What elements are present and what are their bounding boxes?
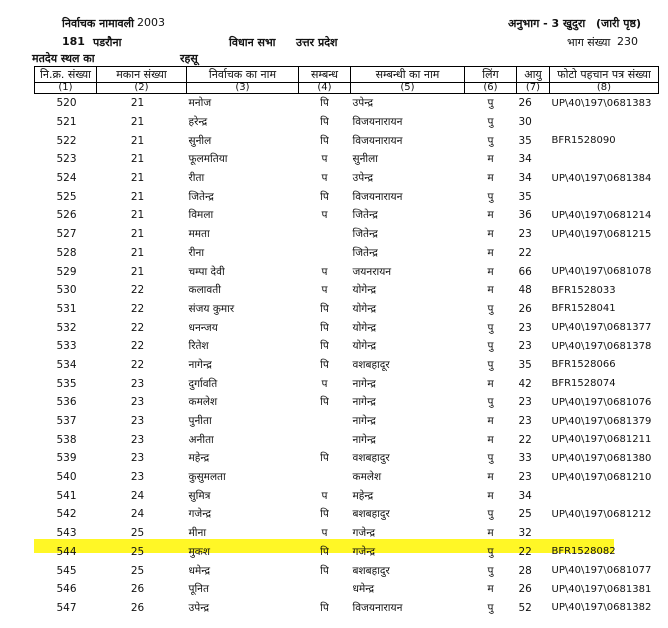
col-name-header: निर्वाचक का नाम	[187, 67, 299, 83]
epic-number-cell: UP\40\197\0681212	[551, 508, 652, 520]
voter-name-cell: गजेन्द्र	[188, 508, 212, 521]
serial-cell: 536	[56, 396, 77, 409]
age-cell: 22	[518, 246, 532, 259]
age-cell: 25	[518, 508, 532, 521]
serial-cell: 529	[56, 265, 77, 278]
table-row	[35, 468, 659, 487]
col-index: (3)	[187, 83, 299, 94]
age-cell: 30	[518, 116, 532, 129]
epic-number-cell: BFR1528090	[551, 135, 616, 147]
age-cell: 26	[518, 302, 532, 315]
voter-name-cell: रीना	[188, 246, 205, 259]
voter-name-cell: जितेन्द्र	[188, 190, 214, 203]
sex-cell: म	[487, 471, 494, 484]
table-row	[35, 225, 659, 244]
relation-cell	[299, 412, 351, 431]
col-relation-header: सम्बन्ध	[299, 67, 351, 83]
relative-name-cell: बशबहादुर	[352, 508, 390, 521]
col-relative-header: सम्बन्धी का नाम	[351, 67, 465, 83]
voter-name-cell: मुकश	[188, 545, 210, 558]
house-number-cell: 23	[130, 471, 145, 484]
relation-cell: पि	[320, 358, 329, 371]
house-number-cell: 21	[130, 265, 145, 278]
table-row	[35, 113, 659, 132]
relation-cell	[299, 580, 351, 599]
voter-name-cell: विमला	[188, 209, 214, 222]
sex-cell: म	[487, 583, 494, 596]
serial-cell: 546	[56, 583, 77, 596]
epic-number-cell: UP\40\197\0681380	[551, 452, 652, 464]
table-row	[35, 449, 659, 468]
relative-name-cell: नागेन्द्र	[352, 415, 376, 428]
section-label: अनुभाग - 3 खुदुरा	[508, 17, 586, 30]
table-row	[35, 561, 659, 580]
house-number-cell: 21	[130, 97, 145, 110]
table-row	[35, 318, 659, 337]
relative-name-cell: धमेन्द्र	[352, 583, 375, 596]
serial-cell: 543	[56, 527, 77, 540]
age-cell: 26	[518, 583, 532, 596]
epic-number-cell: UP\40\197\0681078	[551, 266, 652, 278]
voter-name-cell: सुनील	[188, 134, 212, 147]
epic-number-cell	[550, 187, 659, 206]
voter-name-cell: ममता	[188, 228, 210, 241]
sex-cell: म	[487, 284, 494, 297]
table-row	[35, 169, 659, 188]
relation-cell: पि	[320, 564, 329, 577]
epic-number-cell: UP\40\197\0681215	[551, 228, 652, 240]
col-index: (1)	[35, 83, 97, 94]
table-row	[35, 486, 659, 505]
state-name: उत्तर प्रदेश	[296, 36, 338, 49]
relative-name-cell: योगेन्द्र	[352, 321, 377, 334]
epic-number-cell: BFR1528041	[551, 303, 616, 315]
sex-cell: म	[487, 246, 494, 259]
epic-number-cell: BFR1528074	[551, 378, 616, 390]
age-cell: 23	[518, 396, 532, 409]
table-row	[35, 94, 659, 113]
epic-number-cell: UP\40\197\0681384	[551, 172, 652, 184]
col-index: (4)	[299, 83, 351, 94]
house-number-cell: 24	[130, 489, 145, 502]
house-number-cell: 24	[130, 508, 145, 521]
table-row	[35, 374, 659, 393]
epic-number-cell: BFR1528033	[551, 284, 616, 296]
house-number-cell: 23	[130, 377, 145, 390]
relation-cell: प	[321, 489, 328, 502]
relation-cell: पि	[320, 302, 329, 315]
house-number-cell: 21	[130, 228, 145, 241]
relative-name-cell: विजयनारायन	[352, 116, 403, 129]
relative-name-cell: सुनीला	[352, 153, 378, 166]
age-cell: 23	[518, 228, 532, 241]
sex-cell: पु	[487, 134, 494, 147]
relation-cell: प	[321, 209, 328, 222]
table-row	[35, 580, 659, 599]
age-cell: 23	[518, 415, 532, 428]
house-number-cell: 23	[130, 452, 145, 465]
sex-cell: म	[487, 228, 494, 241]
serial-cell: 540	[56, 471, 77, 484]
house-number-cell: 25	[130, 527, 145, 540]
relative-name-cell: विजयनारायन	[352, 190, 403, 203]
sex-cell: म	[487, 153, 494, 166]
house-number-cell: 22	[130, 321, 145, 334]
relation-cell: पि	[320, 396, 329, 409]
age-cell: 48	[518, 284, 532, 297]
table-row	[35, 150, 659, 169]
voter-name-cell: सुमित्र	[188, 489, 211, 502]
house-number-cell: 22	[130, 284, 145, 297]
relative-name-cell: जितेन्द्र	[352, 228, 378, 241]
relation-cell: पि	[320, 97, 329, 110]
col-house-header: मकान संख्या	[97, 67, 187, 83]
age-cell: 66	[518, 265, 532, 278]
sex-cell: म	[487, 172, 494, 185]
serial-cell: 532	[56, 321, 77, 334]
serial-cell: 537	[56, 415, 77, 428]
continued-label: (जारी पृष्ठ)	[596, 17, 641, 30]
voter-name-cell: रितेश	[188, 340, 209, 353]
relation-cell	[299, 430, 351, 449]
relative-name-cell: नागेन्द्र	[352, 377, 376, 390]
epic-number-cell: UP\40\197\0681378	[551, 340, 652, 352]
age-cell: 35	[518, 134, 532, 147]
house-number-cell: 26	[130, 583, 145, 596]
table-row	[35, 412, 659, 431]
house-number-cell: 21	[130, 172, 145, 185]
relation-cell: प	[321, 284, 328, 297]
relation-cell	[299, 225, 351, 244]
epic-number-cell: UP\40\197\0681383	[551, 97, 652, 109]
polling-place-value: रहसू	[180, 52, 198, 65]
serial-cell: 535	[56, 377, 77, 390]
age-cell: 36	[518, 209, 532, 222]
relative-name-cell: कमलेश	[352, 471, 382, 484]
col-index: (5)	[351, 83, 465, 94]
relative-name-cell: बशबहादुर	[352, 564, 390, 577]
serial-cell: 528	[56, 246, 77, 259]
house-number-cell: 21	[130, 246, 145, 259]
epic-number-cell: UP\40\197\0681381	[551, 583, 652, 595]
sex-cell: पु	[487, 190, 494, 203]
age-cell: 23	[518, 340, 532, 353]
polling-place-label: मतदेय स्थल का	[32, 52, 95, 65]
relative-name-cell: नागेन्द्र	[352, 396, 376, 409]
sex-cell: म	[487, 209, 494, 222]
voter-name-cell: कमलेश	[188, 396, 218, 409]
house-number-cell: 21	[130, 116, 145, 129]
age-cell: 26	[518, 97, 532, 110]
page-number: 230	[617, 35, 638, 48]
epic-number-cell: UP\40\197\0681379	[551, 415, 652, 427]
house-number-cell: 22	[130, 340, 145, 353]
voter-name-cell: कुसुमलता	[188, 471, 226, 484]
table-row	[35, 300, 659, 319]
col-index: (7)	[517, 83, 550, 94]
serial-cell: 521	[56, 116, 77, 129]
col-epic-header: फोटो पहचान पत्र संख्या	[550, 67, 659, 83]
house-number-cell: 21	[130, 134, 145, 147]
table-row	[35, 244, 659, 263]
epic-number-cell	[550, 113, 659, 132]
house-number-cell: 26	[130, 601, 145, 614]
voter-name-cell: मनोज	[188, 97, 212, 110]
sex-cell: पु	[487, 97, 494, 110]
epic-number-cell: BFR1528066	[551, 359, 616, 371]
serial-cell: 538	[56, 433, 77, 446]
roll-title: निर्वाचक नामावली	[62, 17, 134, 30]
relative-name-cell: गजेन्द्र	[352, 527, 376, 540]
voter-name-cell: हरेन्द्र	[188, 116, 208, 129]
relative-name-cell: महेन्द्र	[352, 489, 374, 502]
serial-cell: 522	[56, 134, 77, 147]
sex-cell: म	[487, 415, 494, 428]
serial-cell: 545	[56, 564, 77, 577]
house-number-cell: 21	[130, 209, 145, 222]
relative-name-cell: जयनरायन	[352, 265, 392, 278]
sex-cell: म	[487, 377, 494, 390]
serial-cell: 547	[56, 601, 77, 614]
sex-cell: पु	[487, 302, 494, 315]
relation-cell	[299, 244, 351, 263]
age-cell: 52	[518, 601, 532, 614]
relation-cell	[299, 468, 351, 487]
epic-number-cell: UP\40\197\0681210	[551, 471, 652, 483]
relative-name-cell: योगेन्द्र	[352, 284, 377, 297]
sex-cell: पु	[487, 116, 494, 129]
house-number-cell: 22	[130, 358, 145, 371]
epic-number-cell: UP\40\197\0681211	[551, 434, 652, 446]
relation-cell: पि	[320, 545, 329, 558]
relative-name-cell: उपेन्द्र	[352, 97, 374, 110]
house-number-cell: 21	[130, 190, 145, 203]
epic-number-cell	[550, 486, 659, 505]
serial-cell: 524	[56, 172, 77, 185]
epic-number-cell	[550, 524, 659, 543]
sex-cell: पु	[487, 340, 494, 353]
col-sex-header: लिंग	[465, 67, 517, 83]
voter-name-cell: मीना	[188, 527, 207, 540]
house-number-cell: 25	[130, 545, 145, 558]
relation-cell: प	[321, 265, 328, 278]
relation-cell: पि	[320, 340, 329, 353]
age-cell: 35	[518, 358, 532, 371]
relation-cell: पि	[320, 190, 329, 203]
epic-number-cell: UP\40\197\0681214	[551, 209, 652, 221]
relative-name-cell: विजयनारायन	[352, 601, 403, 614]
age-cell: 22	[518, 545, 532, 558]
relation-cell: पि	[320, 601, 329, 614]
col-age-header: आयु	[517, 67, 550, 83]
voter-name-cell: संजय कुमार	[188, 302, 235, 315]
epic-number-cell	[550, 244, 659, 263]
serial-cell: 520	[56, 97, 77, 110]
sex-cell: पु	[487, 321, 494, 334]
serial-cell: 526	[56, 209, 77, 222]
epic-number-cell: BFR1528082	[551, 546, 616, 558]
voter-table	[34, 66, 659, 617]
sex-cell: पु	[487, 601, 494, 614]
epic-number-cell: UP\40\197\0681077	[551, 565, 652, 577]
relative-name-cell: जितेन्द्र	[352, 246, 378, 259]
sex-cell: पु	[487, 564, 494, 577]
sex-cell: पु	[487, 396, 494, 409]
table-row	[35, 187, 659, 206]
table-row	[35, 281, 659, 300]
sex-cell: पु	[487, 508, 494, 521]
table-row	[35, 524, 659, 543]
voter-name-cell: चम्पा देवी	[188, 265, 225, 278]
epic-number-cell: UP\40\197\0681377	[551, 322, 652, 334]
age-cell: 34	[518, 489, 532, 502]
serial-cell: 541	[56, 489, 77, 502]
sex-cell: म	[487, 433, 494, 446]
roll-year: 2003	[137, 16, 165, 29]
col-serial-header: नि.क्र. संख्या	[35, 67, 97, 83]
serial-cell: 525	[56, 190, 77, 203]
table-row	[35, 430, 659, 449]
serial-cell: 531	[56, 302, 77, 315]
ac-name: पडरौना	[93, 36, 122, 49]
voter-name-cell: महेन्द्र	[188, 452, 210, 465]
table-row	[35, 505, 659, 524]
column-header-row	[35, 67, 659, 83]
voter-name-cell: रीता	[188, 172, 205, 185]
house-number-cell: 21	[130, 153, 145, 166]
serial-cell: 523	[56, 153, 77, 166]
age-cell: 22	[518, 433, 532, 446]
column-index-row	[35, 83, 659, 94]
sex-cell: पु	[487, 358, 494, 371]
house-number-cell: 23	[130, 433, 145, 446]
voter-name-cell: धमेन्द्र	[188, 564, 211, 577]
table-row	[35, 262, 659, 281]
age-cell: 33	[518, 452, 532, 465]
voter-name-cell: धनन्जय	[188, 321, 218, 334]
col-index: (6)	[465, 83, 517, 94]
relation-cell: प	[321, 527, 328, 540]
serial-cell: 539	[56, 452, 77, 465]
age-cell: 23	[518, 321, 532, 334]
serial-cell: 534	[56, 358, 77, 371]
serial-cell: 533	[56, 340, 77, 353]
table-row	[35, 393, 659, 412]
age-cell: 34	[518, 153, 532, 166]
relation-cell: प	[321, 153, 328, 166]
voter-name-cell: पूनित	[188, 583, 209, 596]
sex-cell: पु	[487, 452, 494, 465]
relative-name-cell: जितेन्द्र	[352, 209, 378, 222]
page-label: भाग संख्या	[567, 36, 611, 49]
voter-name-cell: फूलमतिया	[188, 153, 228, 166]
table-row	[35, 337, 659, 356]
relative-name-cell: वशबहादूर	[352, 358, 390, 371]
col-index: (8)	[550, 83, 659, 94]
relative-name-cell: गजेन्द्र	[352, 545, 376, 558]
assembly-label: विधान सभा	[229, 36, 276, 49]
serial-cell: 542	[56, 508, 77, 521]
house-number-cell: 22	[130, 302, 145, 315]
voter-name-cell: पुनीता	[188, 415, 212, 428]
age-cell: 42	[518, 377, 532, 390]
table-row	[35, 356, 659, 375]
ac-number: 181	[62, 35, 85, 48]
relative-name-cell: नागेन्द्र	[352, 433, 376, 446]
age-cell: 28	[518, 564, 532, 577]
serial-cell: 527	[56, 228, 77, 241]
voter-name-cell: दुर्गावति	[188, 377, 218, 390]
table-row	[35, 131, 659, 150]
relative-name-cell: उपेन्द्र	[352, 172, 374, 185]
relation-cell: पि	[320, 116, 329, 129]
relative-name-cell: योगेन्द्र	[352, 340, 377, 353]
relation-cell: पि	[320, 508, 329, 521]
table-row	[35, 599, 659, 618]
relative-name-cell: योगेन्द्र	[352, 302, 377, 315]
age-cell: 23	[518, 471, 532, 484]
relative-name-cell: वशबहादुर	[352, 452, 390, 465]
house-number-cell: 25	[130, 564, 145, 577]
col-index: (2)	[97, 83, 187, 94]
voter-name-cell: कलावती	[188, 284, 221, 297]
relative-name-cell: विजयनारायन	[352, 134, 403, 147]
epic-number-cell	[550, 150, 659, 169]
age-cell: 35	[518, 190, 532, 203]
serial-cell: 544	[56, 545, 77, 558]
sex-cell: पु	[487, 545, 494, 558]
voter-name-cell: नागेन्द्र	[188, 358, 212, 371]
relation-cell: पि	[320, 452, 329, 465]
sex-cell: म	[487, 265, 494, 278]
voter-name-cell: उपेन्द्र	[188, 601, 210, 614]
voter-name-cell: अनीता	[188, 433, 214, 446]
relation-cell: पि	[320, 321, 329, 334]
epic-number-cell: UP\40\197\0681076	[551, 396, 652, 408]
house-number-cell: 23	[130, 415, 145, 428]
house-number-cell: 23	[130, 396, 145, 409]
sex-cell: म	[487, 489, 494, 502]
table-row	[35, 206, 659, 225]
serial-cell: 530	[56, 284, 77, 297]
relation-cell: पि	[320, 134, 329, 147]
table-row	[35, 543, 659, 562]
age-cell: 32	[518, 527, 532, 540]
age-cell: 34	[518, 172, 532, 185]
relation-cell: प	[321, 377, 328, 390]
sex-cell: म	[487, 527, 494, 540]
epic-number-cell: UP\40\197\0681382	[551, 602, 652, 614]
relation-cell: प	[321, 172, 328, 185]
